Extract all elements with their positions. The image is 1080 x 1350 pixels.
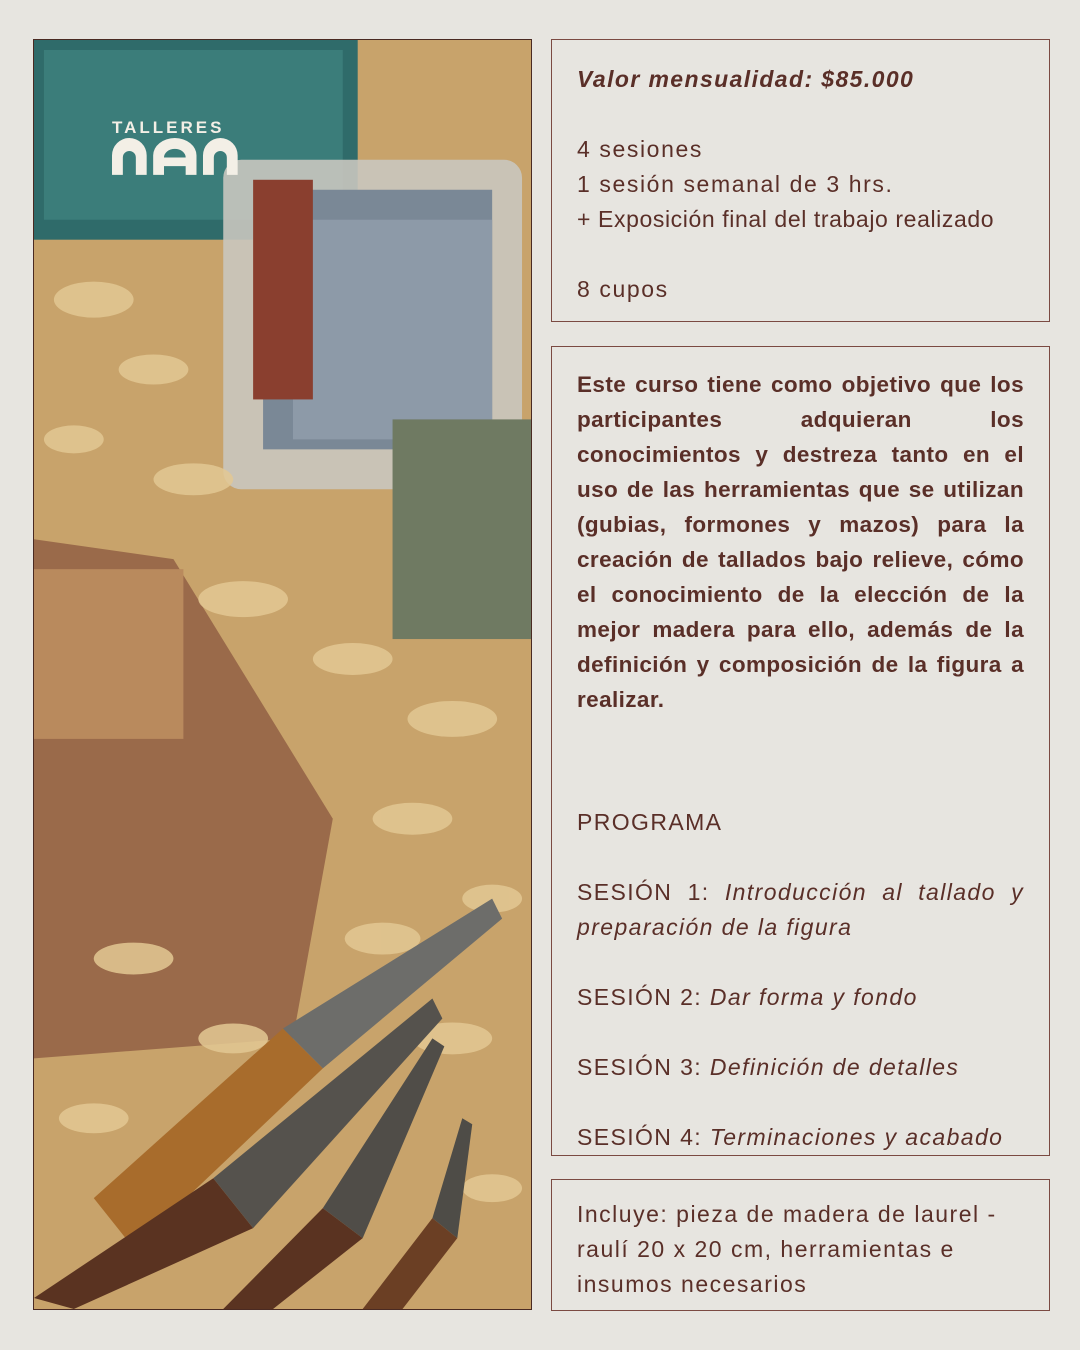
session-1 (577, 875, 1024, 945)
pricing-box (551, 39, 1050, 322)
workshop-photo (33, 39, 532, 1310)
price-line: Valor mensualidad: $85.000 (577, 66, 915, 92)
brand-logo (112, 118, 242, 175)
weekly-session: 1 sesión semanal de 3 hrs. (577, 171, 894, 197)
session-3 (577, 1050, 1024, 1085)
includes-text: Incluye: pieza de madera de laurel - raulí 20 x 20 cm, herramientas e insumos necesarios (577, 1201, 997, 1297)
includes-box (551, 1179, 1050, 1311)
session-4-title: Terminaciones y acabado (709, 1124, 1004, 1150)
session-4 (577, 1120, 1024, 1155)
sessions-count: 4 sesiones (577, 136, 703, 162)
program-title: PROGRAMA (577, 809, 723, 835)
brand-label: TALLERES (112, 118, 225, 137)
brand-wordmark-icon (112, 138, 242, 175)
session-2-label: SESIÓN 2: (577, 984, 703, 1010)
session-4-label: SESIÓN 4: (577, 1124, 703, 1150)
session-2-title: Dar forma y fondo (709, 984, 918, 1010)
session-3-label: SESIÓN 3: (577, 1054, 703, 1080)
session-1-label: SESIÓN 1: (577, 879, 710, 905)
course-box (551, 346, 1050, 1156)
final-exhibition: + Exposición final del trabajo realizado (577, 206, 995, 232)
woodcarving-image (34, 40, 531, 1309)
spots-count: 8 cupos (577, 276, 669, 302)
session-3-title: Definición de detalles (709, 1054, 960, 1080)
course-description: Este curso tiene como objetivo que los participantes adquieran los conocimientos y destreza tanto en el uso de las herramientas que se utilizan (gubias, formones y mazos) para la creación de tallados bajo relieve, cómo el conocimiento de la elección de la mejor madera para ello, además de la definición y composición de la figura a realizar. (577, 372, 1024, 712)
session-2 (577, 980, 1024, 1015)
session-1-title: Introducción al tallado y preparación de la figura (577, 879, 1024, 940)
